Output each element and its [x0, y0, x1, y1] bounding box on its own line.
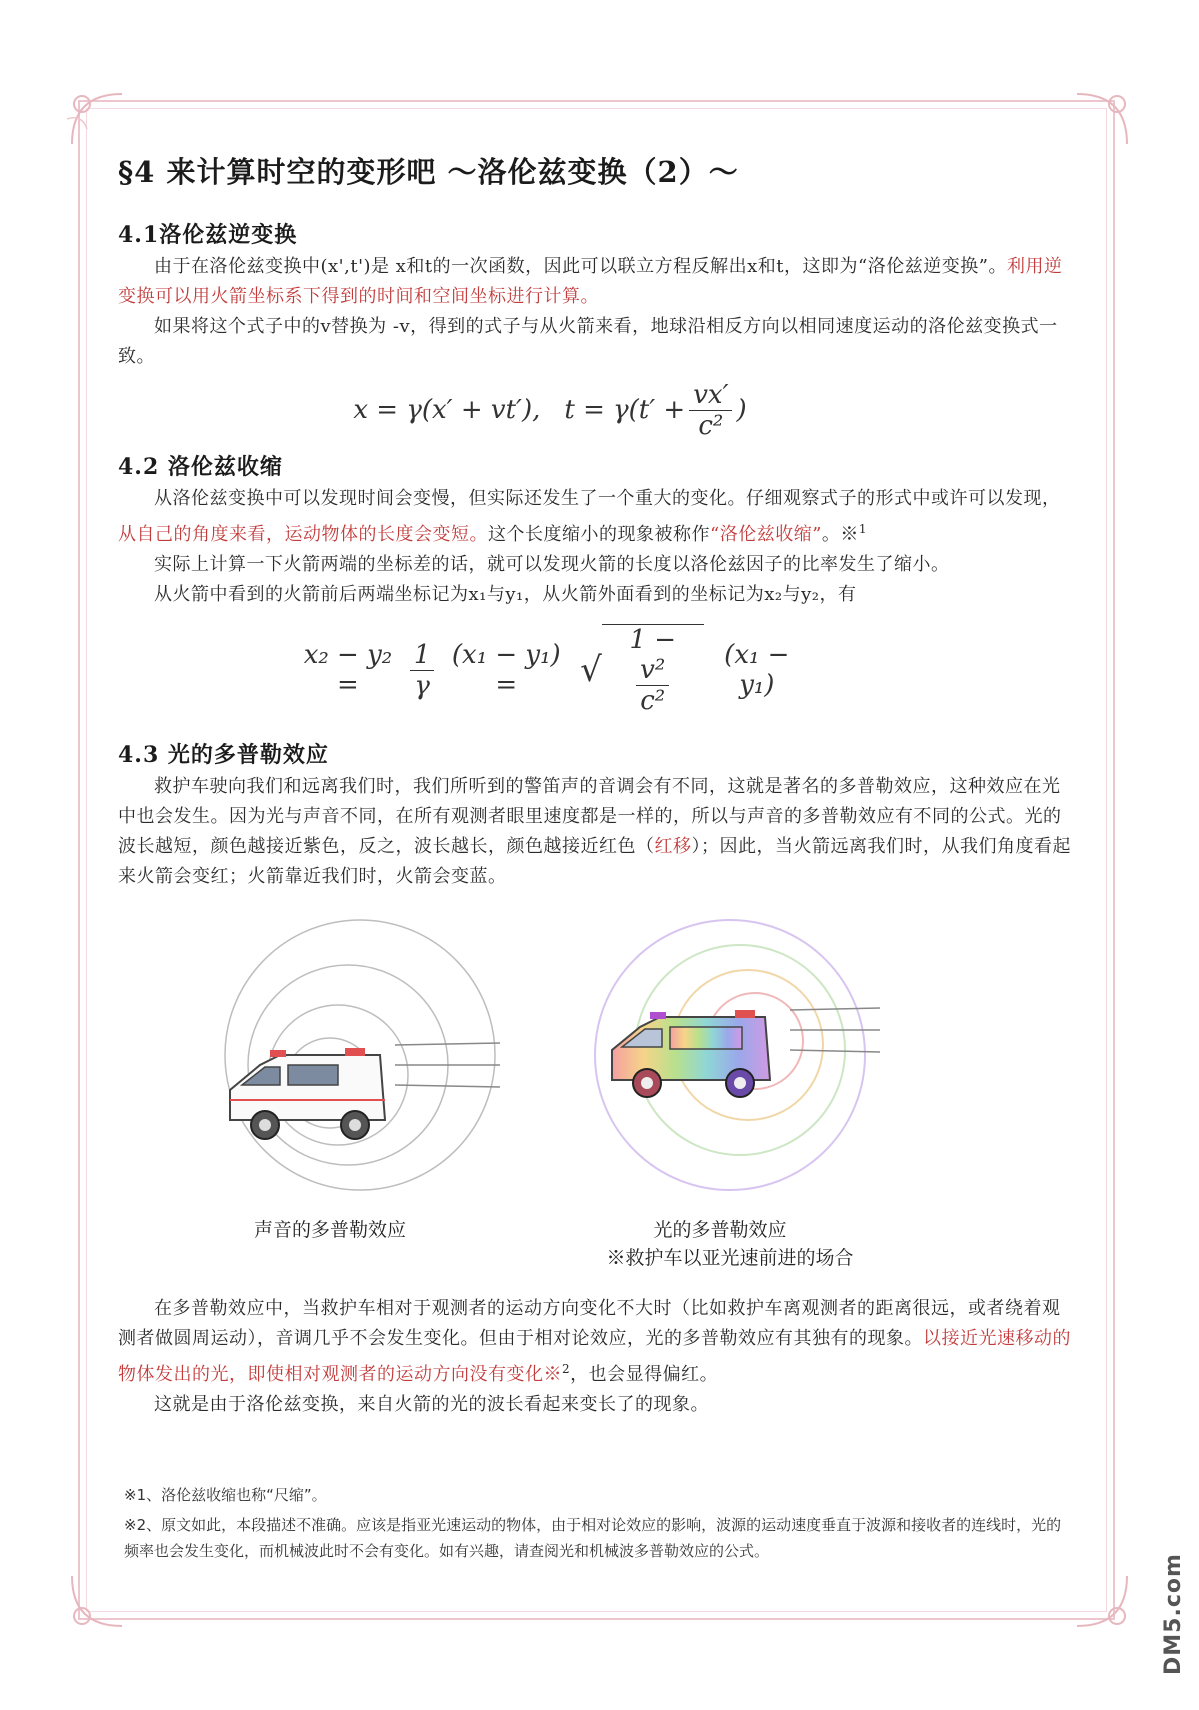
- figure-caption-sound: 声音的多普勒效应: [253, 1219, 406, 1241]
- eq-part: 1 −: [629, 625, 677, 655]
- light-doppler-illustration: [590, 915, 880, 1205]
- eq-part: ): [736, 395, 747, 425]
- numerator: vx′: [689, 380, 732, 411]
- ambulance-icon: [230, 1048, 385, 1139]
- footnote-ref: 1: [858, 522, 868, 536]
- denominator: γ: [414, 670, 430, 701]
- numerator: 1: [410, 640, 435, 671]
- text: 救护车驶向我们和远离我们时，我们所听到的警笛声的音调会有不同，这就是著名的多普勒效应，这种效应在光中也会发生。因为光与声音不同，在所有观测者眼里速度都是一样的，所以与声音的多普勒效应有不同的公式。光的波长越短，颜色越接近紫色，反之，波长越长，颜色越接近红色（: [118, 776, 1062, 857]
- para-4-3: [118, 772, 1073, 892]
- heading-4-3: 4.3 光的多普勒效应: [118, 742, 329, 768]
- text: ）；因此，当火箭远离我们时，从我们角度看起来火箭会变红；火箭靠近我们时，火箭会变蓝。: [118, 836, 1071, 887]
- highlight-text: 利用逆变换可以用火箭坐标系下得到的时间和空间坐标进行计算。: [118, 256, 1063, 307]
- denominator: c²: [698, 410, 724, 441]
- eq-part: (x₁ − y₁) =: [451, 640, 561, 700]
- watermark-logo: [1153, 1525, 1193, 1685]
- footnote-ref: 2: [562, 1362, 571, 1376]
- corner-ornament-icon: [1067, 84, 1137, 154]
- ambulance-icon: [612, 1010, 770, 1097]
- corner-ornament-icon: [62, 1566, 132, 1636]
- highlight-text: “洛伦兹收缩”: [710, 524, 822, 545]
- text: 实际上计算一下火箭两端的坐标差的话，就可以发现火箭的长度以洛伦兹因子的比率发生了缩小。: [154, 554, 950, 575]
- text: 由于在洛伦兹变换中(x',t')是 x和t的一次函数，因此可以联立方程反解出x和t，这即为“洛伦兹逆变换”。: [154, 256, 1007, 277]
- sqrt-sign-icon: √: [580, 650, 602, 690]
- corner-ornament-icon: [62, 84, 132, 154]
- eq-part: t = γ(t′ +: [564, 395, 686, 425]
- equation-lorentz-contraction: [290, 625, 810, 716]
- text: ，也会显得偏红。: [570, 1364, 719, 1385]
- footnote-1: ※1、洛伦兹收缩也称“尺缩”。: [124, 1486, 327, 1504]
- footnote-mark: ※: [543, 1364, 562, 1385]
- heading-4-1: 4.1洛伦兹逆变换: [118, 222, 298, 248]
- figure-caption-light: 光的多普勒效应: [653, 1219, 787, 1241]
- highlight-text: 从自己的角度来看，运动物体的长度会变短。: [118, 524, 488, 545]
- text: 。※: [821, 524, 859, 545]
- text: 这就是由于洛伦兹变换，来自火箭的光的波长看起来变长了的现象。: [154, 1394, 709, 1415]
- eq-part: x₂ − y₂ =: [303, 640, 393, 700]
- heading-4-2: 4.2 洛伦兹收缩: [118, 454, 283, 480]
- eq-part: x = γ(x′ + vt′),: [353, 395, 541, 425]
- text: 从洛伦兹变换中可以发现时间会变慢，但实际还发生了一个重大的变化。仔细观察式子的形式中或许可以发现，: [154, 488, 1061, 509]
- fraction: [689, 380, 732, 441]
- fraction: [636, 655, 669, 716]
- fraction: [410, 640, 435, 701]
- section-title: §4 来计算时空的变形吧 ～洛伦兹变换（2）～: [118, 155, 739, 189]
- highlight-text: 以接近光速移动的物体发出的光，即使相对观测者的运动方向没有变化: [118, 1328, 1071, 1385]
- text: 从火箭中看到的火箭前后两端坐标记为x₁与y₁，从火箭外面看到的坐标记为x₂与y₂，有: [154, 584, 857, 605]
- text: 这个长度缩小的现象被称作: [488, 524, 710, 545]
- corner-ornament-icon: [1067, 1566, 1137, 1636]
- para-4-1: [118, 252, 1073, 372]
- sqrt-body: [602, 624, 704, 716]
- para-doppler-note: [118, 1294, 1073, 1420]
- numerator: v²: [636, 655, 669, 686]
- figure-caption-light-note: ※救护车以亚光速前进的场合: [606, 1247, 854, 1269]
- text: 在多普勒效应中，当救护车相对于观测者的运动方向变化不大时（比如救护车离观测者的距离很远，或者绕着观测者做圆周运动），音调几乎不会发生变化。但由于相对论效应，光的多普勒效应有其独有的现象。: [118, 1298, 1061, 1349]
- eq-part: (x₁ − y₁): [724, 640, 790, 700]
- equation-inverse-transform: [300, 375, 800, 445]
- denominator: c²: [640, 686, 666, 716]
- highlight-text: 红移: [654, 836, 692, 857]
- para-4-2: [118, 484, 1073, 610]
- text: 如果将这个式子中的v替换为 -v，得到的式子与从火箭来看，地球沿相反方向以相同速度运动的洛伦兹变换式一致。: [118, 316, 1058, 367]
- sound-doppler-illustration: [220, 915, 500, 1195]
- footnote-2: ※2、原文如此，本段描述不准确。应该是指亚光速运动的物体，由于相对论效应的影响，波源的运动速度垂直于波源和接收者的连线时，光的频率也会发生变化，而机械波此时不会有变化。如有兴趣，请查阅光和机械波多普勒效应的公式。: [124, 1516, 1062, 1560]
- watermark-text: DM5.com: [1161, 1553, 1186, 1675]
